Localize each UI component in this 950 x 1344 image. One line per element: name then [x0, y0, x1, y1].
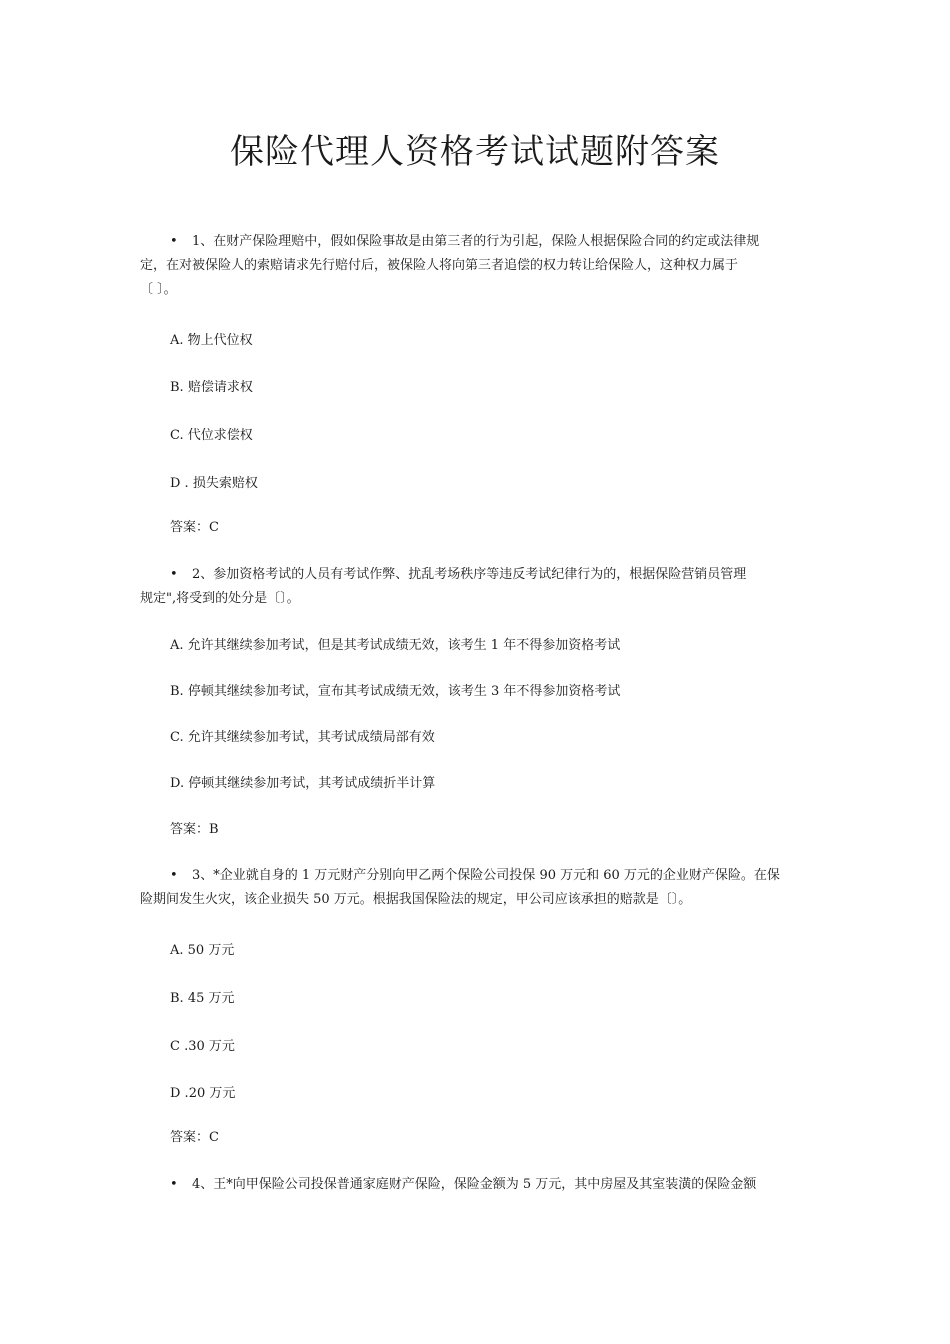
question-line: • 2、参加资格考试的人员有考试作弊、扰乱考场秩序等违反考试纪律行为的，根据保险营销员管理 — [140, 563, 820, 587]
question-line: 险期间发生火灾，该企业损失 50 万元。根据我国保险法的规定，甲公司应该承担的赔款是〔〕。 — [140, 892, 692, 907]
option-c: C .30 万元 — [170, 1039, 235, 1054]
option-c: C. 代位求偿权 — [170, 428, 253, 443]
question-line: • 3、*企业就自身的 1 万元财产分别向甲乙两个保险公司投保 90 万元和 60 万元的企业财产保险。在保 — [140, 864, 820, 888]
document-title: 保险代理人资格考试试题附答案 — [230, 132, 720, 172]
option-c: C. 允许其继续参加考试，其考试成绩局部有效 — [170, 730, 435, 745]
option-b: B. 45 万元 — [170, 991, 235, 1006]
question-1 — [140, 230, 820, 302]
answer: 答案：B — [170, 822, 219, 837]
question-line: • 1、在财产保险理赔中，假如保险事故是由第三者的行为引起，保险人根据保险合同的约定或法律规 — [140, 230, 820, 254]
option-a: A. 允许其继续参加考试，但是其考试成绩无效，该考生 1 年不得参加资格考试 — [170, 638, 621, 653]
answer: 答案：C — [170, 1130, 219, 1145]
question-line: 〔 〕。 — [140, 282, 177, 297]
bullet-icon: • — [170, 567, 178, 582]
bullet-icon: • — [170, 868, 178, 883]
option-b: B. 赔偿请求权 — [170, 380, 253, 395]
bullet-icon: • — [170, 234, 178, 249]
option-a: A. 物上代位权 — [170, 333, 253, 348]
answer: 答案：C — [170, 520, 219, 535]
question-4 — [140, 1173, 820, 1197]
option-b: B. 停顿其继续参加考试，宣布其考试成绩无效，该考生 3 年不得参加资格考试 — [170, 684, 621, 699]
question-line: 规定",将受到的处分是〔〕。 — [140, 591, 300, 606]
question-2 — [140, 563, 820, 611]
question-line: 定，在对被保险人的索赔请求先行赔付后，被保险人将向第三者追偿的权力转让给保险人，这种权力属于 — [140, 258, 739, 273]
option-a: A. 50 万元 — [170, 943, 235, 958]
option-d: D .20 万元 — [170, 1086, 236, 1101]
option-d: D . 损失索赔权 — [170, 476, 258, 491]
question-3 — [140, 864, 820, 912]
bullet-icon: • — [170, 1177, 178, 1192]
option-d: D. 停顿其继续参加考试，其考试成绩折半计算 — [170, 776, 436, 791]
question-line: • 4、王*向甲保险公司投保普通家庭财产保险，保险金额为 5 万元，其中房屋及其室装潢的保险金额 — [140, 1173, 820, 1197]
